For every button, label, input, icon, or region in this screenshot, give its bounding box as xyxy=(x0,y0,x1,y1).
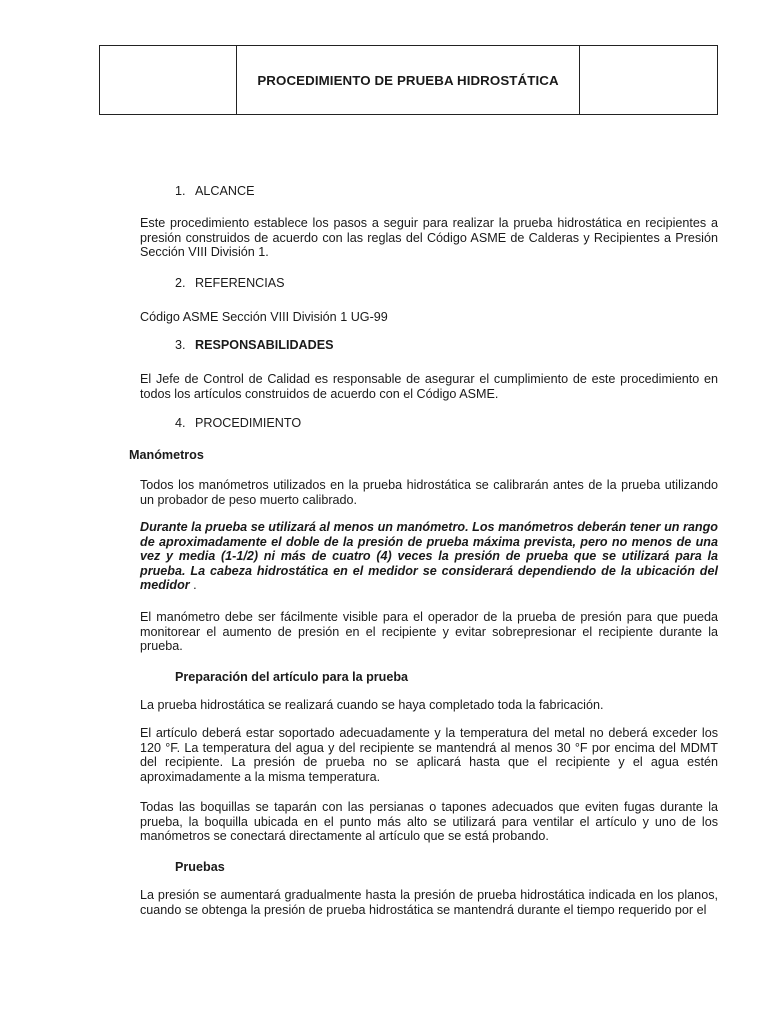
section-title: PROCEDIMIENTO xyxy=(195,416,302,430)
preparacion-paragraph-3: Todas las boquillas se taparán con las persianas o tapones adecuados que eviten fugas durante la prueba, la boquilla ubicada en el punto más alto se utilizará para ventilar el artículo y uno de los manómetros se conectará directamente al artículo que se está probando. xyxy=(140,800,718,844)
section-number: 3. xyxy=(175,338,186,352)
subheading-preparacion: Preparación del artículo para la prueba xyxy=(175,670,409,684)
section-number: 2. xyxy=(175,276,186,290)
section-title: ALCANCE xyxy=(195,184,255,198)
section-title: REFERENCIAS xyxy=(195,276,285,290)
header-info-cell xyxy=(580,46,718,115)
preparacion-paragraph-2: El artículo deberá estar soportado adecuadamente y la temperatura del metal no deberá exceder los 120 °F. La temperatura del agua y del recipiente se mantendrá al menos 30 °F por encima del MDMT del recipiente. La presión de prueba no se aplicará hasta que el recipiente y el agua estén aproximadamente a la misma temperatura. xyxy=(140,726,718,784)
manometros-paragraph-1: Todos los manómetros utilizados en la prueba hidrostática se calibrarán antes de la prueba utilizando un probador de peso muerto calibrado. xyxy=(140,478,718,507)
section-number: 1. xyxy=(175,184,186,198)
header-table xyxy=(99,45,718,115)
referencias-text: Código ASME Sección VIII División 1 UG-99 xyxy=(140,310,388,324)
subheading-pruebas: Pruebas xyxy=(175,860,225,874)
manometros-paragraph-2 xyxy=(140,520,718,593)
subheading-manometros: Manómetros xyxy=(129,448,204,462)
section-heading-procedimiento xyxy=(175,416,301,431)
manometros-bold-text: Durante la prueba se utilizará al menos un manómetro. Los manómetros deberán tener un rango de aproximadamente el doble de la presión de prueba máxima prevista, pero no menos de una vez y media (1-1/2) ni más de cuatro (4) veces la presión de prueba que se utilizará para la prueba. La cabeza hidrostática en el medidor se considerará dependiendo de la ubicación del medidor xyxy=(140,520,718,593)
section-heading-referencias xyxy=(175,276,285,291)
manometros-bold-tail: . xyxy=(189,578,197,593)
preparacion-paragraph-1: La prueba hidrostática se realizará cuando se haya completado toda la fabricación. xyxy=(140,698,604,712)
responsabilidades-text: El Jefe de Control de Calidad es responsable de asegurar el cumplimiento de este procedimiento en todos los artículos construidos de acuerdo con el Código ASME. xyxy=(140,372,718,401)
section-heading-alcance xyxy=(175,184,255,199)
section-number: 4. xyxy=(175,416,186,430)
document-title: PROCEDIMIENTO DE PRUEBA HIDROSTÁTICA xyxy=(237,46,580,115)
header-logo-cell xyxy=(100,46,237,115)
manometros-paragraph-3: El manómetro debe ser fácilmente visible para el operador de la prueba de presión para que pueda monitorear el aumento de presión en el recipiente y evitar sobrepresionar el recipiente durante la prueba. xyxy=(140,610,718,654)
section-title: RESPONSABILIDADES xyxy=(195,338,334,352)
pruebas-paragraph-1: La presión se aumentará gradualmente hasta la presión de prueba hidrostática indicada en los planos, cuando se obtenga la presión de prueba hidrostática se mantendrá durante el tiempo requerido por el xyxy=(140,888,718,917)
section-heading-responsabilidades xyxy=(175,338,334,353)
alcance-text: Este procedimiento establece los pasos a seguir para realizar la prueba hidrostática en recipientes a presión construidos de acuerdo con las reglas del Código ASME de Calderas y Recipientes a Presión Sección VIII División 1. xyxy=(140,216,718,260)
